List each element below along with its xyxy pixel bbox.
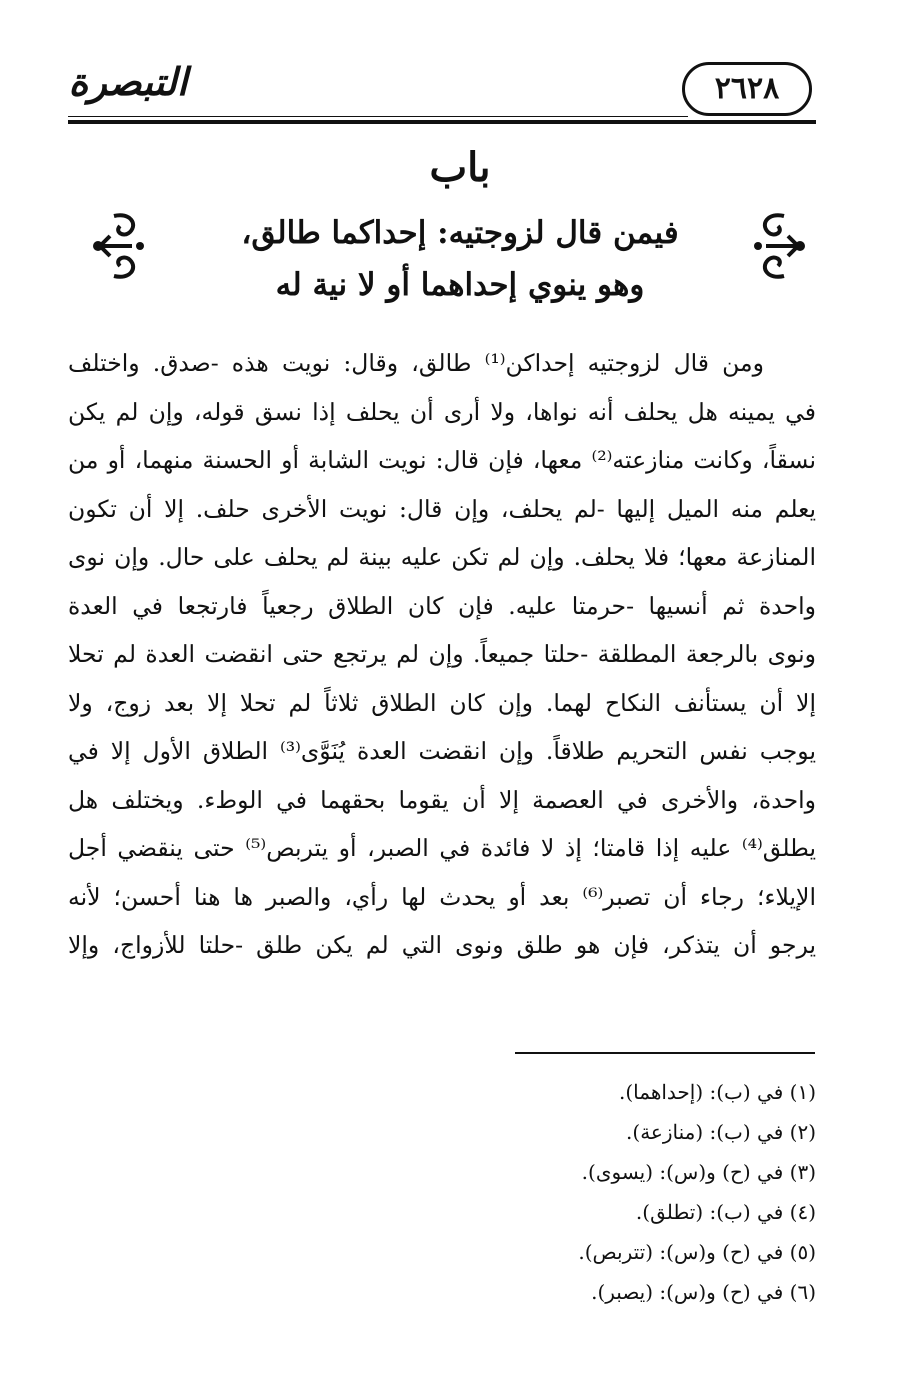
text-line: إلا أن يستأنف النكاح لهما. وإن كان الطلاق ثلاثاً لم تحلا إلا بعد زوج، ولا [68, 688, 816, 717]
text-line: يطلق⁽⁴⁾ عليه إذا قامتا؛ إذ لا فائدة في الصبر، أو يتربص⁽⁵⁾ حتى ينقضي أجل [68, 834, 816, 862]
footnotes [316, 1072, 816, 1312]
text-line: يعلم منه الميل إليها -لم يحلف، وإن قال: نويت الأخرى حلف. إلا أن تكون [68, 494, 816, 523]
footnote-rule [515, 1052, 815, 1054]
text-line: يوجب نفس التحريم طلاقاً. وإن انقضت العدة يُنَوَّى⁽³⁾ الطلاق الأول إلا في [68, 737, 816, 765]
text-line: في يمينه هل يحلف أنه نواها، ولا أرى أن يحلف إذا نسق قوله، وإن لم يكن [68, 397, 816, 426]
footnote: (٤) في (ب): (تطلق). [635, 1200, 816, 1224]
header-rule-thin [68, 116, 688, 117]
text-line: يرجو أن يتذكر، فإن هو طلق ونوى التي لم يكن طلق -حلتا للأزواج، وإلا [68, 931, 816, 959]
chapter-label: باب [429, 144, 491, 191]
book-title: التبصرة [68, 59, 188, 104]
body-text [68, 339, 816, 970]
chapter-title-line-2: وهو ينوي إحداهما أو لا نية له [275, 267, 645, 303]
page-header [68, 52, 816, 126]
footnote: (٥) في (ح) و(س): (تتربص). [578, 1240, 816, 1264]
header-rule [68, 120, 816, 124]
text-line: ومن قال لزوجتيه إحداكن⁽¹⁾ طالق، وقال: نويت هذه -صدق. واختلف [68, 349, 764, 377]
text-line: واحدة ثم أنسيها -حرمتا عليه. فإن كان الطلاق رجعياً فارتجعا في العدة [68, 591, 816, 620]
footnote: (٢) في (ب): (منازعة). [626, 1120, 816, 1144]
page-number: ٢٦٢٨ [682, 62, 812, 116]
text-line: نسقاً، وكانت منازعته⁽²⁾ معها، فإن قال: نويت الشابة أو الحسنة منهما، أو من [68, 446, 816, 474]
footnote: (٦) في (ح) و(س): (يصبر). [591, 1280, 816, 1304]
text-line: واحدة، والأخرى في العصمة إلا أن يقوما بحقهما في الوطء. ويختلف هل [68, 785, 816, 814]
footnote: (١) في (ب): (إحداهما). [619, 1080, 816, 1104]
chapter-title-line-1: فيمن قال لزوجتيه: إحداكما طالق، [241, 215, 679, 251]
ornament-left-icon [88, 208, 154, 284]
text-line: الإيلاء؛ رجاء أن تصبر⁽⁶⁾ بعد أو يحدث لها رأي، والصبر ها هنا أحسن؛ لأنه [68, 882, 816, 911]
footnote: (٣) في (ح) و(س): (يسوى). [581, 1160, 816, 1184]
text-line: المنازعة معها؛ فلا يحلف. وإن لم تكن عليه بينة لم يحلف على حال. وإن نوى [68, 543, 816, 571]
text-line: ونوى بالرجعة المطلقة -حلتا جميعاً. وإن لم يرتجع حتى انقضت العدة لم تحلا [68, 640, 816, 668]
